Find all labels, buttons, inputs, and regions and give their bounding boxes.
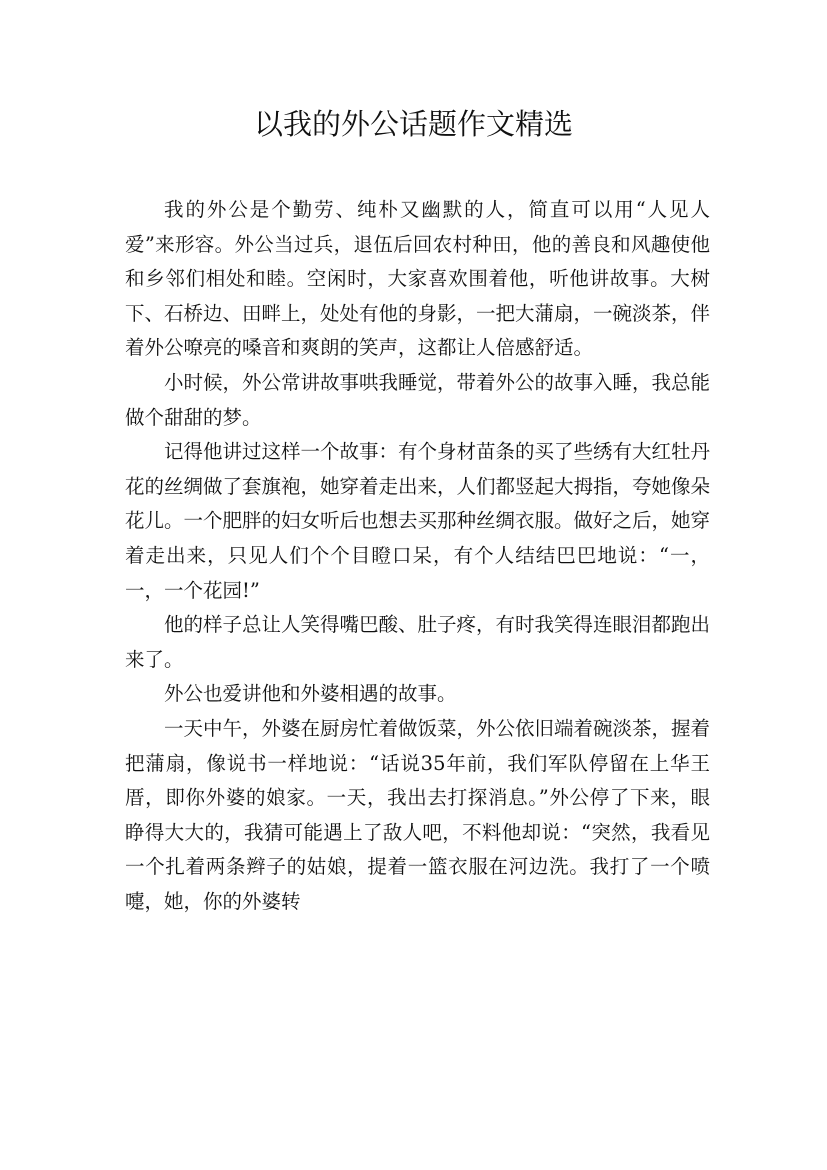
- paragraph-4: 他的样子总让人笑得嘴巴酸、肚子疼，有时我笑得连眼泪都跑出来了。: [125, 613, 711, 671]
- paragraph-5: 外公也爱讲他和外婆相遇的故事。: [164, 682, 457, 706]
- document-title: 以我的外公话题作文精选: [253, 107, 573, 141]
- paragraph-3: 记得他讲过这样一个故事：有个身材苗条的买了些绣有大红牡丹花的丝绸做了套旗袍，她穿着走出来，人们都竖起大拇指，夸她像朵花儿。一个肥胖的妇女听后也想去买那种丝绸衣服。做好之后，她穿着走出来，只见人们个个目瞪口呆，有个人结结巴巴地说：“一，一，一个花园!”: [125, 440, 711, 602]
- document-body: [125, 193, 710, 919]
- paragraph-2: 小时候，外公常讲故事哄我睡觉，带着外公的故事入睡，我总能做个甜甜的梦。: [125, 370, 711, 429]
- paragraph-6: 一天中午，外婆在厨房忙着做饭菜，外公依旧端着碗淡茶，握着把蒲扇，像说书一样地说：“话说35年前，我们军队停留在上华王厝，即你外婆的娘家。一天，我出去打探消息。”外公停了下来，眼睁得大大的，我猜可能遇上了敌人吧，不料他却说：“突然，我看见一个扎着两条辫子的姑娘，提着一篮衣服在河边洗。我打了一个喷嚏，她，你的外婆转: [125, 716, 711, 913]
- paragraph-1: 我的外公是个勤劳、纯朴又幽默的人，简直可以用“人见人爱”来形容。外公当过兵，退伍后回农村种田，他的善良和风趣使他和乡邻们相处和睦。空闲时，大家喜欢围着他，听他讲故事。大树下、石桥边、田畔上，处处有他的身影，一把大蒲扇，一碗淡茶，伴着外公嘹亮的嗓音和爽朗的笑声，这都让人倍感舒适。: [125, 198, 711, 360]
